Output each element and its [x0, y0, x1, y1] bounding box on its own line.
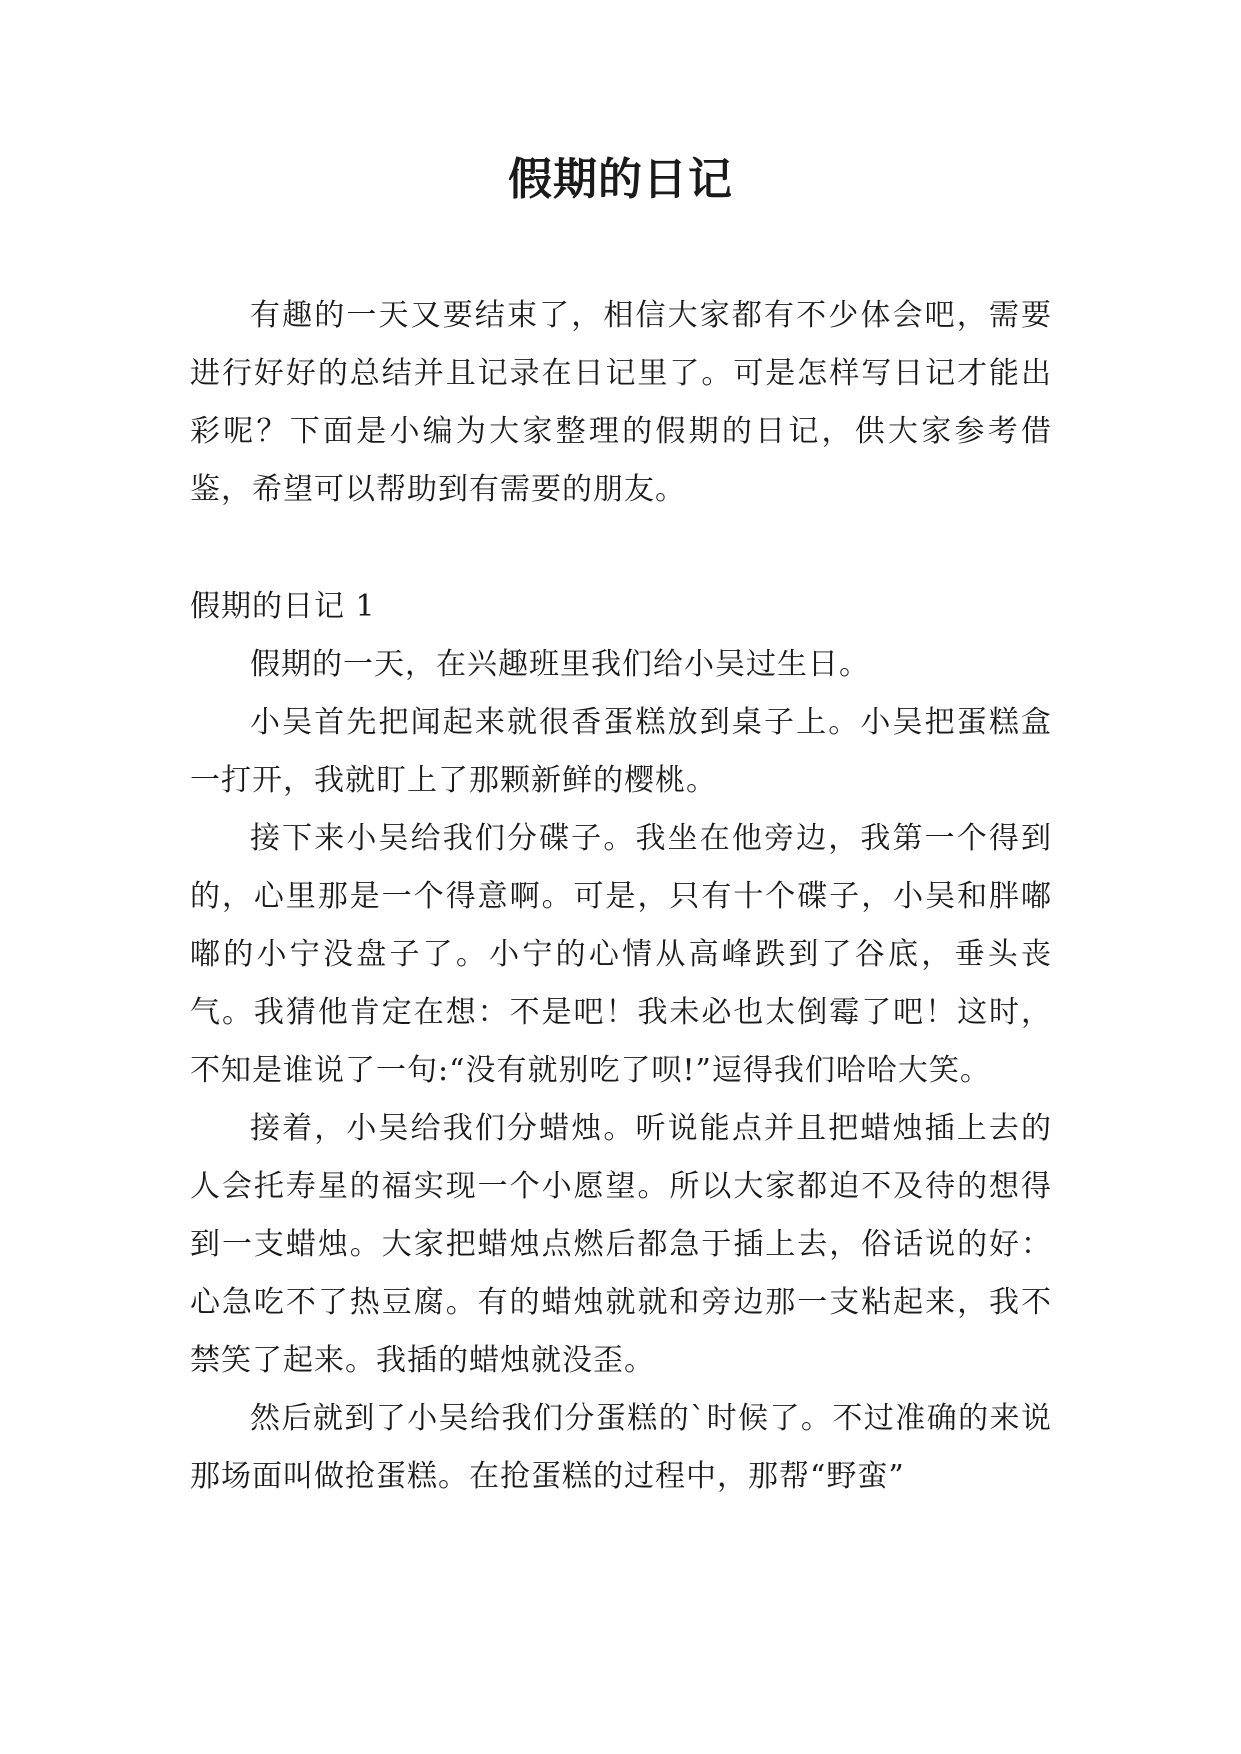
section-heading: 假期的日记 1 — [190, 589, 376, 624]
intro-block — [190, 287, 1052, 519]
body-paragraph: 小吴首先把闻起来就很香蛋糕放到桌子上。小吴把蛋糕盒一打开，我就盯上了那颗新鲜的樱桃。 — [190, 705, 1052, 798]
body-paragraph: 假期的一天，在兴趣班里我们给小吴过生日。 — [250, 647, 870, 682]
document-title: 假期的日记 — [508, 154, 733, 205]
intro-paragraph: 有趣的一天又要结束了，相信大家都有不少体会吧，需要进行好好的总结并且记录在日记里了。可是怎样写日记才能出彩呢？下面是小编为大家整理的假期的日记，供大家参考借鉴，希望可以帮助到有需要的朋友。 — [190, 298, 1052, 507]
diary-section — [190, 578, 1052, 1506]
body-paragraph: 然后就到了小吴给我们分蛋糕的`时候了。不过准确的来说那场面叫做抢蛋糕。在抢蛋糕的过程中，那帮“野蛮” — [190, 1401, 1052, 1494]
body-paragraph: 接下来小吴给我们分碟子。我坐在他旁边，我第一个得到的，心里那是一个得意啊。可是，只有十个碟子，小吴和胖嘟嘟的小宁没盘子了。小宁的心情从高峰跌到了谷底，垂头丧气。我猜他肯定在想：不是吧！我未必也太倒霉了吧！这时，不知是谁说了一句:“没有就别吃了呗!”逗得我们哈哈大笑。 — [190, 821, 1052, 1088]
body-paragraph: 接着，小吴给我们分蜡烛。听说能点并且把蜡烛插上去的人会托寿星的福实现一个小愿望。所以大家都迫不及待的想得到一支蜡烛。大家把蜡烛点燃后都急于插上去，俗话说的好：心急吃不了热豆腐。有的蜡烛就就和旁边那一支粘起来，我不禁笑了起来。我插的蜡烛就没歪。 — [190, 1111, 1052, 1378]
